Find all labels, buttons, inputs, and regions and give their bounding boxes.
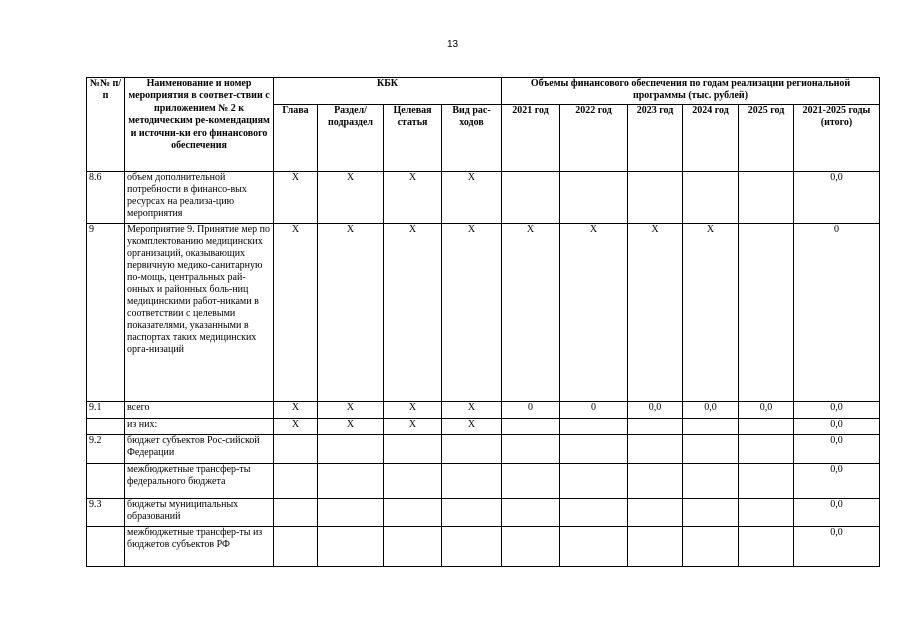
year-cell: 0,0	[794, 464, 880, 499]
row-name: бюджет субъектов Рос-сийской Федерации	[125, 435, 274, 464]
year-cell: 0,0	[628, 402, 683, 419]
year-cell	[628, 172, 683, 224]
header-kbk-col: Раздел/ подраздел	[318, 105, 384, 172]
header-year-col: 2021-2025 годы (итого)	[794, 105, 880, 172]
kbk-cell: Х	[384, 224, 442, 402]
kbk-cell	[318, 435, 384, 464]
year-cell	[560, 419, 628, 435]
row-number: 9.1	[87, 402, 125, 419]
year-cell	[683, 435, 739, 464]
year-cell	[739, 464, 794, 499]
row-number: 9.2	[87, 435, 125, 464]
year-cell	[502, 172, 560, 224]
kbk-cell: Х	[318, 172, 384, 224]
table-row	[87, 402, 880, 419]
kbk-cell: Х	[384, 172, 442, 224]
header-year-col: 2021 год	[502, 105, 560, 172]
kbk-cell	[274, 464, 318, 499]
kbk-cell	[442, 464, 502, 499]
kbk-cell: Х	[274, 419, 318, 435]
row-name: межбюджетные трансфер-ты федерального бюджета	[125, 464, 274, 499]
kbk-cell: Х	[442, 402, 502, 419]
year-cell	[560, 464, 628, 499]
kbk-cell	[274, 435, 318, 464]
year-cell	[560, 172, 628, 224]
year-cell: 0	[560, 402, 628, 419]
header-kbk-col: Вид рас-ходов	[442, 105, 502, 172]
year-cell	[628, 419, 683, 435]
kbk-cell	[318, 464, 384, 499]
kbk-cell	[384, 499, 442, 527]
kbk-cell: Х	[384, 402, 442, 419]
year-cell	[560, 527, 628, 567]
table-row	[87, 172, 880, 224]
year-cell	[683, 499, 739, 527]
year-cell: 0,0	[739, 402, 794, 419]
year-cell	[502, 435, 560, 464]
row-name: объем дополнительной потребности в финансо-вых ресурсах на реализа-цию мероприятия	[125, 172, 274, 224]
header-kbk: КБК	[274, 78, 502, 105]
kbk-cell	[274, 499, 318, 527]
kbk-cell: Х	[274, 224, 318, 402]
year-cell	[628, 435, 683, 464]
kbk-cell: Х	[442, 224, 502, 402]
year-cell: 0,0	[794, 172, 880, 224]
kbk-cell: Х	[318, 402, 384, 419]
year-cell	[560, 499, 628, 527]
table-row	[87, 527, 880, 567]
row-number	[87, 419, 125, 435]
year-cell	[502, 464, 560, 499]
header-year-col: 2022 год	[560, 105, 628, 172]
year-cell	[628, 527, 683, 567]
kbk-cell	[384, 464, 442, 499]
year-cell	[560, 435, 628, 464]
row-number	[87, 527, 125, 567]
header-year-col: 2023 год	[628, 105, 683, 172]
year-cell	[502, 499, 560, 527]
year-cell: Х	[628, 224, 683, 402]
row-name: бюджеты муниципальных образований	[125, 499, 274, 527]
header-num: №№ п/п	[87, 78, 125, 172]
year-cell: 0,0	[794, 419, 880, 435]
year-cell: 0,0	[794, 527, 880, 567]
year-cell: 0,0	[683, 402, 739, 419]
row-number: 9	[87, 224, 125, 402]
year-cell: Х	[560, 224, 628, 402]
table-row	[87, 435, 880, 464]
kbk-cell: Х	[274, 172, 318, 224]
header-name: Наименование и номер мероприятия в соответ-ствии с приложением № 2 к методическим ре-комендациям и источни-ки его финансового обеспечения	[125, 78, 274, 172]
row-number: 8.6	[87, 172, 125, 224]
header-volumes: Объемы финансового обеспечения по годам реализации региональной программы (тыс. рублей)	[502, 78, 880, 105]
year-cell: 0	[502, 402, 560, 419]
kbk-cell	[442, 527, 502, 567]
year-cell	[502, 527, 560, 567]
table-row	[87, 499, 880, 527]
kbk-cell: Х	[274, 402, 318, 419]
row-name: из них:	[125, 419, 274, 435]
year-cell	[683, 172, 739, 224]
year-cell	[739, 172, 794, 224]
row-name: межбюджетные трансфер-ты из бюджетов субъектов РФ	[125, 527, 274, 567]
table-row	[87, 419, 880, 435]
header-kbk-col: Целевая статья	[384, 105, 442, 172]
kbk-cell	[318, 527, 384, 567]
kbk-cell	[384, 527, 442, 567]
year-cell: 0	[794, 224, 880, 402]
kbk-cell	[384, 435, 442, 464]
header-year-col: 2024 год	[683, 105, 739, 172]
year-cell	[683, 464, 739, 499]
year-cell	[739, 499, 794, 527]
kbk-cell	[274, 527, 318, 567]
kbk-cell: Х	[384, 419, 442, 435]
year-cell	[739, 527, 794, 567]
row-name: Мероприятие 9. Принятие мер по укомплектованию медицинских организаций, оказывающих первичную медико-санитарную по-мощь, центральных рай-онных и районных боль-ниц медицинскими работ-никами в соответствии с целевыми показателями, указанными в паспортах таких медицинских орга-низаций	[125, 224, 274, 402]
year-cell	[683, 419, 739, 435]
year-cell: 0,0	[794, 435, 880, 464]
year-cell: Х	[683, 224, 739, 402]
header-kbk-col: Глава	[274, 105, 318, 172]
year-cell: 0,0	[794, 402, 880, 419]
page-number: 13	[446, 39, 459, 50]
year-cell	[683, 527, 739, 567]
year-cell	[739, 435, 794, 464]
row-number: 9.3	[87, 499, 125, 527]
row-number	[87, 464, 125, 499]
header-year-col: 2025 год	[739, 105, 794, 172]
table-row	[87, 224, 880, 402]
year-cell: 0,0	[794, 499, 880, 527]
table-row	[87, 464, 880, 499]
kbk-cell: Х	[318, 419, 384, 435]
kbk-cell: Х	[318, 224, 384, 402]
year-cell	[628, 499, 683, 527]
kbk-cell	[442, 499, 502, 527]
year-cell	[739, 224, 794, 402]
kbk-cell: Х	[442, 172, 502, 224]
kbk-cell: Х	[442, 419, 502, 435]
year-cell	[739, 419, 794, 435]
kbk-cell	[318, 499, 384, 527]
year-cell	[502, 419, 560, 435]
year-cell	[628, 464, 683, 499]
financing-table	[86, 77, 880, 567]
row-name: всего	[125, 402, 274, 419]
year-cell: Х	[502, 224, 560, 402]
kbk-cell	[442, 435, 502, 464]
